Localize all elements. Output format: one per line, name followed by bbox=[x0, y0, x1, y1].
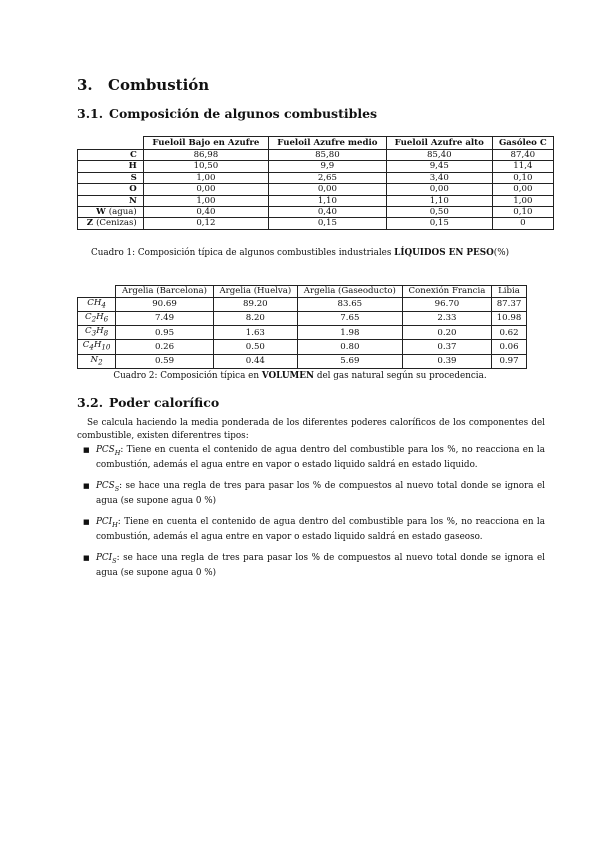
row-label bbox=[78, 207, 144, 218]
section-heading bbox=[77, 76, 209, 94]
table-cell: 7.65 bbox=[297, 312, 402, 326]
caption-text: Cuadro 1: Composición típica de algunos combustibles industriales bbox=[90, 248, 395, 258]
row-label bbox=[78, 184, 144, 195]
element-symbol: H bbox=[128, 161, 137, 172]
row-label-note: (Cenizas) bbox=[96, 218, 137, 229]
row-label bbox=[78, 150, 144, 161]
subsection-heading-composition bbox=[77, 106, 377, 121]
table-cell: 0,00 bbox=[386, 184, 492, 195]
subsection-title: Composición de algunos combustibles bbox=[109, 106, 378, 121]
column-header: Libia bbox=[492, 286, 527, 298]
element-symbol: S bbox=[130, 172, 137, 183]
row-label: $CH_4$ bbox=[78, 298, 116, 312]
table-cell: 0,10 bbox=[492, 207, 553, 218]
table-cell: 0,15 bbox=[268, 218, 386, 229]
table-cell: 10.98 bbox=[492, 312, 527, 326]
table-cell: 1,10 bbox=[386, 195, 492, 206]
table-row bbox=[78, 207, 554, 218]
table-row bbox=[78, 354, 527, 368]
column-header: Fueloil Bajo en Azufre bbox=[143, 137, 268, 150]
table-cell: 0.80 bbox=[297, 340, 402, 354]
subsection-title: Poder calorífico bbox=[109, 395, 220, 410]
element-symbol: C bbox=[129, 150, 137, 160]
item-term: $PCS_S$ bbox=[96, 480, 120, 493]
element-symbol: Z bbox=[86, 218, 94, 229]
row-label bbox=[78, 172, 144, 183]
subsection-number: 3.2. bbox=[77, 395, 104, 410]
table-caption-2 bbox=[0, 371, 600, 381]
table-cell: 0,50 bbox=[386, 207, 492, 218]
item-term: $PCS_H$ bbox=[96, 445, 121, 457]
table-cell: 0,40 bbox=[143, 207, 268, 218]
subsection-number: 3.1. bbox=[77, 106, 104, 121]
element-symbol: W bbox=[96, 207, 106, 218]
table-cell: 87.37 bbox=[492, 298, 527, 312]
bullet-icon: ■ bbox=[83, 481, 90, 490]
intro-paragraph: Se calcula haciendo la media ponderada de los diferentes poderes caloríficos de los componentes del combustible, existen diferentres tipos: bbox=[77, 418, 545, 441]
table-row bbox=[78, 184, 554, 195]
bullet-icon: ■ bbox=[83, 553, 90, 562]
table-cell: 10,50 bbox=[143, 161, 268, 172]
column-header: Conexión Francia bbox=[402, 286, 491, 298]
table-cell: 2.33 bbox=[402, 312, 491, 326]
table-caption-1 bbox=[0, 248, 600, 258]
column-header: Argelia (Huelva) bbox=[213, 286, 297, 298]
table-cell: 9,45 bbox=[386, 161, 492, 172]
element-symbol: N bbox=[128, 195, 137, 206]
table-cell: 86,98 bbox=[143, 150, 268, 161]
table-cell: 83.65 bbox=[297, 298, 402, 312]
table-cell: 0,00 bbox=[268, 184, 386, 195]
row-label: $C_2H_6$ bbox=[78, 312, 116, 326]
table-cell: 0 bbox=[492, 218, 553, 229]
item-text: : se hace una regla de tres para pasar los % de compuestos al nuevo total donde se ignora el agua (se supone agua 0 %) bbox=[96, 480, 545, 507]
caption-text-end: del gas natural según su procedencia. bbox=[314, 371, 487, 381]
table-row bbox=[78, 312, 527, 326]
table-cell: 9,9 bbox=[268, 161, 386, 172]
caption-emphasis: LÍQUIDOS EN PESO bbox=[394, 248, 494, 258]
caption-text-end: (%) bbox=[493, 248, 510, 258]
table-cell: 0.37 bbox=[402, 340, 491, 354]
item-text: : Tiene en cuenta el contenido de agua dentro del combustible para los %, no reacciona en la combustión, además el agua entre en vapor o estado liquido saldrá en estado gaseoso. bbox=[96, 516, 545, 543]
table-cell: 1.98 bbox=[297, 326, 402, 340]
item-text: : Tiene en cuenta el contenido de agua dentro del combustible para los %, no reacciona en la combustión, además el agua entre en vapor o estado liquido saldrá en estado liquido. bbox=[96, 445, 545, 471]
column-header: Argelia (Barcelona) bbox=[116, 286, 214, 298]
row-label bbox=[78, 161, 144, 172]
bullet-icon: ■ bbox=[83, 446, 90, 454]
row-label bbox=[78, 218, 144, 229]
table-cell: 96.70 bbox=[402, 298, 491, 312]
column-header: Fueloil Azufre medio bbox=[268, 137, 386, 150]
table-cell: 0.20 bbox=[402, 326, 491, 340]
table-row bbox=[78, 218, 554, 229]
table-row bbox=[78, 161, 554, 172]
table-cell: 1,00 bbox=[143, 172, 268, 183]
column-header: Gasóleo C bbox=[492, 137, 553, 150]
section-number: 3. bbox=[77, 76, 93, 94]
table-row bbox=[78, 326, 527, 340]
row-label-note: (agua) bbox=[108, 207, 137, 218]
table-cell: 0.26 bbox=[116, 340, 214, 354]
table-cell: 2,65 bbox=[268, 172, 386, 183]
table-cell: 0.06 bbox=[492, 340, 527, 354]
row-label: $C_4H_{10}$ bbox=[78, 340, 116, 354]
bullet-icon: ■ bbox=[83, 517, 90, 526]
row-label bbox=[78, 195, 144, 206]
table-cell: 85,80 bbox=[268, 150, 386, 161]
table-header-row bbox=[78, 137, 554, 150]
column-header: Fueloil Azufre alto bbox=[386, 137, 492, 150]
table-cell: 0,00 bbox=[143, 184, 268, 195]
item-term: $PCI_S$ bbox=[96, 552, 117, 565]
table-cell: 90.69 bbox=[116, 298, 214, 312]
table-cell: 1,00 bbox=[492, 195, 553, 206]
table-cell: 1,10 bbox=[268, 195, 386, 206]
caption-text: Cuadro 2: Composición típica en bbox=[113, 371, 262, 381]
table-cell: 87,40 bbox=[492, 150, 553, 161]
table-corner-cell bbox=[78, 286, 116, 298]
natural-gas-table bbox=[77, 285, 527, 369]
table-cell: 85,40 bbox=[386, 150, 492, 161]
row-label: $C_3H_8$ bbox=[78, 326, 116, 340]
table-cell: 0,10 bbox=[492, 172, 553, 183]
table-cell: 3,40 bbox=[386, 172, 492, 183]
element-symbol: O bbox=[129, 184, 137, 195]
table-cell: 0.50 bbox=[213, 340, 297, 354]
column-header: Argelia (Gaseoducto) bbox=[297, 286, 402, 298]
calorific-types-list bbox=[77, 444, 545, 588]
table-cell: 0,12 bbox=[143, 218, 268, 229]
table-corner-cell bbox=[78, 137, 144, 150]
table-row bbox=[78, 298, 527, 312]
table-cell: 0.97 bbox=[492, 354, 527, 368]
caption-emphasis: VOLUMEN bbox=[261, 371, 315, 381]
table-cell: 11,4 bbox=[492, 161, 553, 172]
item-text: : se hace una regla de tres para pasar los % de compuestos al nuevo total donde se ignora el agua (se supone agua 0 %) bbox=[96, 552, 545, 579]
item-term: $PCI_H$ bbox=[96, 516, 118, 529]
table-cell: 0,00 bbox=[492, 184, 553, 195]
table-cell: 8.20 bbox=[213, 312, 297, 326]
table-cell: 0.44 bbox=[213, 354, 297, 368]
table-cell: 0.95 bbox=[116, 326, 214, 340]
section-title: Combustión bbox=[108, 76, 210, 94]
table-cell: 0.39 bbox=[402, 354, 491, 368]
subsection-heading-calorific bbox=[77, 395, 219, 410]
table-row bbox=[78, 172, 554, 183]
table-row bbox=[78, 195, 554, 206]
table-cell: 0.59 bbox=[116, 354, 214, 368]
row-label: $N_2$ bbox=[78, 354, 116, 368]
list-item bbox=[77, 480, 545, 508]
list-item bbox=[77, 444, 545, 472]
list-item bbox=[77, 516, 545, 544]
list-item bbox=[77, 552, 545, 580]
table-row bbox=[78, 340, 527, 354]
table-cell: 5.69 bbox=[297, 354, 402, 368]
table-cell: 0,40 bbox=[268, 207, 386, 218]
table-cell: 1,00 bbox=[143, 195, 268, 206]
liquid-fuels-table bbox=[77, 136, 554, 230]
table-cell: 89.20 bbox=[213, 298, 297, 312]
table-row bbox=[78, 150, 554, 161]
table-cell: 0.62 bbox=[492, 326, 527, 340]
table-cell: 7.49 bbox=[116, 312, 214, 326]
table-cell: 0,15 bbox=[386, 218, 492, 229]
table-header-row bbox=[78, 286, 527, 298]
table-cell: 1.63 bbox=[213, 326, 297, 340]
